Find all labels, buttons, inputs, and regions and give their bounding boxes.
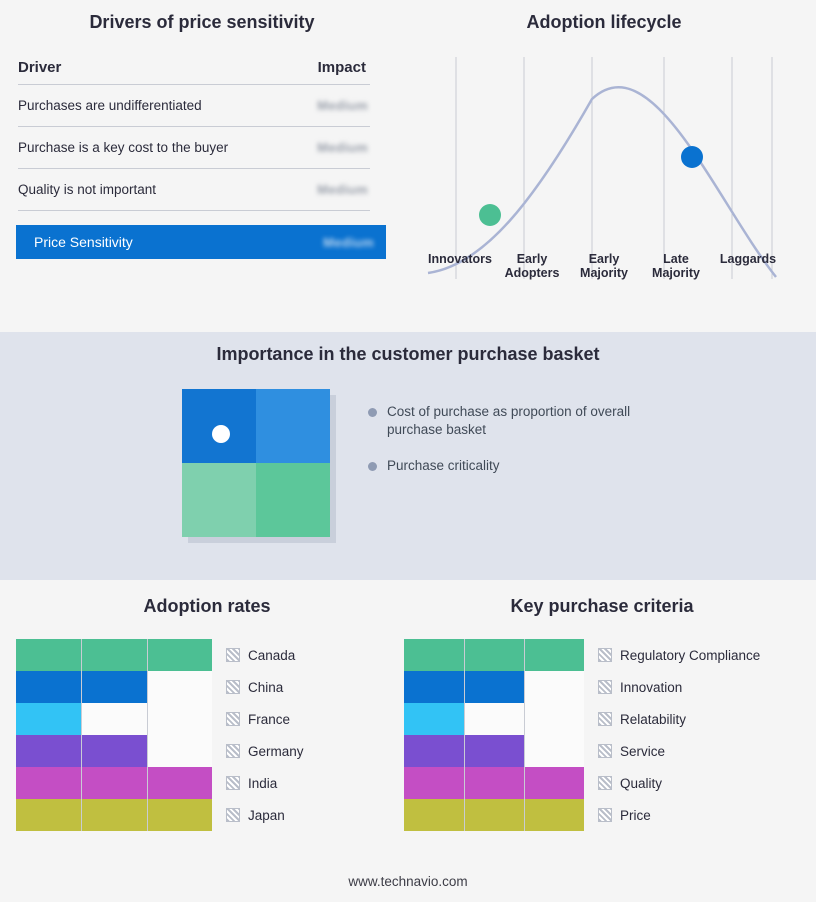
driver-name: Quality is not important — [18, 182, 157, 197]
impact-value-blurred: Medium — [317, 140, 368, 155]
quadrant-bottom-right — [256, 463, 330, 537]
impact-value-blurred: Medium — [317, 98, 368, 113]
bar-fill — [16, 799, 212, 831]
grid-line — [524, 799, 525, 831]
bar-track — [404, 671, 584, 703]
bar-row — [16, 639, 398, 671]
grid-line — [464, 639, 465, 671]
bar-track — [16, 671, 212, 703]
adoption-rates-bars — [16, 639, 398, 831]
bar-label — [598, 808, 651, 823]
green-marker — [479, 204, 501, 226]
bar-row — [404, 671, 800, 703]
bar-label — [598, 712, 686, 727]
lifecycle-curve — [428, 87, 776, 277]
grid-line — [81, 639, 82, 671]
bar-track — [404, 735, 584, 767]
bar-track — [404, 799, 584, 831]
bar-label — [226, 712, 290, 727]
bullet-icon — [368, 408, 377, 417]
hatch-swatch-icon — [598, 712, 612, 726]
bar-fill — [16, 703, 81, 735]
bar-fill — [16, 767, 212, 799]
drivers-table-header — [18, 59, 370, 85]
legend-item — [368, 457, 668, 475]
legend-label: Purchase criticality — [387, 458, 500, 473]
bar-track — [404, 703, 584, 735]
bar-category-label: France — [248, 711, 291, 727]
stage-label-innovators: Innovators — [428, 252, 492, 266]
adoption-rates-title: Adoption rates — [143, 596, 271, 616]
table-row — [18, 85, 370, 127]
bar-row — [404, 799, 800, 831]
grid-line — [147, 639, 148, 671]
bar-track — [16, 639, 212, 671]
grid-line — [147, 799, 148, 831]
adoption-lifecycle-panel — [404, 12, 804, 322]
blue-marker — [681, 146, 703, 168]
bar-row — [16, 735, 398, 767]
driver-name: Purchase is a key cost to the buyer — [18, 140, 229, 155]
bar-category-label: India — [248, 775, 278, 791]
bar-row — [16, 767, 398, 799]
drivers-table — [18, 59, 370, 211]
grid-line — [147, 671, 148, 703]
grid-line — [81, 671, 82, 703]
summary-label: Price Sensitivity — [34, 234, 133, 250]
bar-category-label: Regulatory Compliance — [620, 647, 761, 663]
bar-category-label: Price — [620, 807, 651, 823]
quadrant-bottom-left — [182, 463, 256, 537]
bar-track — [404, 639, 584, 671]
bar-fill — [16, 639, 212, 671]
bar-fill — [404, 703, 464, 735]
bar-category-label: Innovation — [620, 679, 683, 695]
impact-value-blurred: Medium — [317, 182, 368, 197]
key-purchase-criteria-panel — [404, 596, 800, 831]
grid-line — [464, 767, 465, 799]
grid-line — [524, 639, 525, 671]
bar-label — [598, 776, 662, 791]
adoption-rates-panel — [16, 596, 398, 831]
driver-name: Purchases are undifferentiated — [18, 98, 202, 113]
quadrant-top-right — [256, 389, 330, 463]
bar-track — [16, 767, 212, 799]
bar-row — [404, 639, 800, 671]
basket-legend — [368, 403, 668, 493]
stage-label-laggards: Laggards — [719, 252, 777, 266]
grid-line — [464, 735, 465, 767]
bar-row — [16, 799, 398, 831]
hatch-swatch-icon — [598, 648, 612, 662]
grid-line — [464, 671, 465, 703]
bar-track — [16, 703, 212, 735]
stage-label-early-majority: Early Majority — [580, 252, 628, 280]
grid-line — [81, 735, 82, 767]
quadrant-matrix — [182, 389, 330, 537]
bar-row — [404, 767, 800, 799]
price-sensitivity-summary — [16, 225, 386, 259]
bullet-icon — [368, 462, 377, 471]
grid-line — [147, 767, 148, 799]
grid-line — [81, 703, 82, 735]
drivers-panel — [16, 12, 388, 259]
column-header-impact: Impact — [317, 59, 366, 76]
criteria-bars — [404, 639, 800, 831]
bar-category-label: Canada — [248, 647, 296, 663]
hatch-swatch-icon — [226, 744, 240, 758]
basket-body — [0, 389, 816, 559]
bar-track — [404, 767, 584, 799]
grid-line — [81, 799, 82, 831]
stage-label-late-majority: Late Majority — [652, 252, 700, 280]
criteria-title: Key purchase criteria — [510, 596, 694, 616]
bar-label — [226, 680, 283, 695]
grid-line — [147, 735, 148, 767]
bar-fill — [404, 639, 584, 671]
hatch-swatch-icon — [226, 648, 240, 662]
hatch-swatch-icon — [226, 712, 240, 726]
drivers-panel-title: Drivers of price sensitivity — [89, 12, 315, 32]
bar-row — [16, 671, 398, 703]
grid-line — [81, 767, 82, 799]
hatch-swatch-icon — [226, 776, 240, 790]
hatch-swatch-icon — [226, 680, 240, 694]
table-row — [18, 169, 370, 211]
grid-line — [147, 703, 148, 735]
grid-line — [524, 767, 525, 799]
column-header-driver: Driver — [18, 59, 62, 76]
legend-label: Cost of purchase as proportion of overall purchase basket — [387, 404, 631, 437]
lifecycle-stage-labels — [424, 252, 784, 280]
bar-category-label: Quality — [620, 775, 663, 791]
bar-label — [226, 808, 285, 823]
legend-item — [368, 403, 668, 439]
stage-label-early-adopters: Early Adopters — [504, 252, 560, 280]
bar-category-label: Germany — [248, 743, 304, 759]
bar-label — [598, 744, 665, 759]
bar-label — [226, 776, 277, 791]
bar-label — [226, 744, 304, 759]
grid-line — [464, 703, 465, 735]
bar-label — [226, 648, 295, 663]
bar-category-label: Service — [620, 743, 666, 759]
bar-category-label: Relatability — [620, 711, 687, 727]
bar-row — [404, 703, 800, 735]
hatch-swatch-icon — [598, 744, 612, 758]
purchase-basket-panel — [0, 344, 816, 559]
bar-row — [16, 703, 398, 735]
table-row — [18, 127, 370, 169]
bar-track — [16, 799, 212, 831]
summary-impact-blurred: Medium — [323, 234, 374, 250]
hatch-swatch-icon — [598, 776, 612, 790]
grid-line — [464, 799, 465, 831]
hatch-swatch-icon — [598, 808, 612, 822]
hatch-swatch-icon — [598, 680, 612, 694]
grid-line — [524, 703, 525, 735]
bar-label — [598, 680, 682, 695]
basket-panel-title: Importance in the customer purchase basket — [216, 344, 600, 364]
bar-row — [404, 735, 800, 767]
grid-line — [524, 671, 525, 703]
position-marker-dot — [212, 425, 230, 443]
bar-category-label: China — [248, 679, 284, 695]
bar-category-label: Japan — [248, 807, 285, 823]
grid-line — [524, 735, 525, 767]
bar-fill — [404, 799, 584, 831]
bar-label — [598, 648, 760, 663]
bar-track — [16, 735, 212, 767]
footer-url: www.technavio.com — [348, 874, 468, 889]
bar-fill — [404, 767, 584, 799]
hatch-swatch-icon — [226, 808, 240, 822]
lifecycle-panel-title: Adoption lifecycle — [526, 12, 682, 32]
